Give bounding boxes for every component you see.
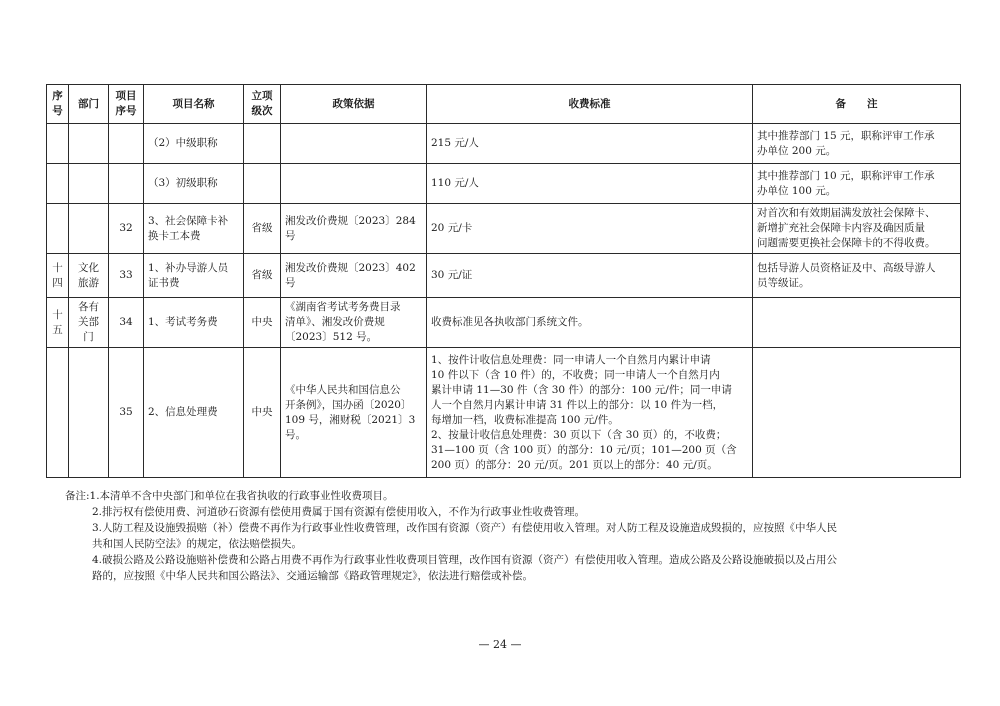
cell-dept — [69, 348, 109, 478]
header-level: 立项 级次 — [244, 85, 281, 124]
cell-dept: 文化 旅游 — [69, 254, 109, 298]
cell-item-seq: 34 — [109, 298, 144, 348]
cell-seq: 十 五 — [47, 298, 69, 348]
cell-policy — [281, 164, 427, 204]
notes-section — [65, 488, 955, 584]
fee-table — [46, 84, 961, 478]
header-standard: 收费标准 — [427, 85, 753, 124]
cell-standard: 1、按件计收信息处理费：同一申请人一个自然月内累计申请 10 件以下（含 10 件）的，不收费；同一申请人一个自然月内 累计申请 11—30 件（含 30 件）的部分：100 元/件；同一申请 人一个自然月内累计申请 31 件以上的部分：以 10 件为一档， 每增加一档，收费标准提高 100 元/件。 2、按量计收信息处理费：30 页以下（含 30 页）的，不收费； 31—100 页（含 100 页）的部分：10 元/页；101—200 页（含 200 页）的部分：20 元/页。201 页以上的部分：40 元/页。 — [427, 348, 753, 478]
cell-item-seq: 32 — [109, 204, 144, 254]
cell-item-name: 3、社会保障卡补 换卡工本费 — [144, 204, 244, 254]
cell-policy — [281, 124, 427, 164]
header-dept: 部门 — [69, 85, 109, 124]
cell-dept — [69, 124, 109, 164]
table-row — [47, 254, 961, 298]
cell-item-name: （3）初级职称 — [144, 164, 244, 204]
cell-seq — [47, 124, 69, 164]
cell-dept — [69, 204, 109, 254]
note-3: 3.人防工程及设施毁损赔（补）偿费不再作为行政事业性收费管理，改作国有资源（资产）有偿使用收入管理。对人防工程及设施造成毁损的，应按照《中华人民 共和国人民防空法》的规定，依法赔偿损失。 — [92, 522, 838, 550]
cell-item-seq: 33 — [109, 254, 144, 298]
note-1: 备注:1.本清单不含中央部门和单位在我省执收的行政事业性收费项目。 — [65, 490, 394, 502]
cell-item-seq: 35 — [109, 348, 144, 478]
cell-level — [244, 124, 281, 164]
cell-remark — [753, 298, 961, 348]
cell-item-seq — [109, 164, 144, 204]
cell-seq — [47, 164, 69, 204]
cell-level: 省级 — [244, 204, 281, 254]
table-row — [47, 348, 961, 478]
header-item-seq: 项目 序号 — [109, 85, 144, 124]
cell-remark: 包括导游人员资格证及中、高级导游人 员等级证。 — [753, 254, 961, 298]
cell-level: 中央 — [244, 348, 281, 478]
table-header-row — [47, 85, 961, 124]
note-2: 2.排污权有偿使用费、河道砂石资源有偿使用费属于国有资源有偿使用收入，不作为行政事业性收费管理。 — [92, 506, 586, 518]
cell-policy: 湘发改价费规〔2023〕402 号 — [281, 254, 427, 298]
header-seq: 序 号 — [47, 85, 69, 124]
cell-seq: 十 四 — [47, 254, 69, 298]
cell-standard: 收费标准见各执收部门系统文件。 — [427, 298, 753, 348]
cell-policy: 《中华人民共和国信息公 开条例》，国办函〔2020〕 109 号，湘财税〔2021〕3 号。 — [281, 348, 427, 478]
cell-item-name: 1、考试考务费 — [144, 298, 244, 348]
cell-item-seq — [109, 124, 144, 164]
cell-dept: 各有 关部 门 — [69, 298, 109, 348]
cell-policy: 《湖南省考试考务费目录 清单》、湘发改价费规 〔2023〕512 号。 — [281, 298, 427, 348]
cell-seq — [47, 348, 69, 478]
cell-dept — [69, 164, 109, 204]
cell-item-name: 2、信息处理费 — [144, 348, 244, 478]
header-policy: 政策依据 — [281, 85, 427, 124]
table-row — [47, 204, 961, 254]
cell-remark — [753, 348, 961, 478]
cell-policy: 湘发改价费规〔2023〕284 号 — [281, 204, 427, 254]
cell-item-name: 1、补办导游人员 证书费 — [144, 254, 244, 298]
cell-standard: 30 元/证 — [427, 254, 753, 298]
cell-item-name: （2）中级职称 — [144, 124, 244, 164]
cell-remark: 对首次和有效期届满发放社会保障卡、 新增扩充社会保障卡内容及确因质量 问题需要更换社会保障卡的不得收费。 — [753, 204, 961, 254]
cell-level: 中央 — [244, 298, 281, 348]
cell-seq — [47, 204, 69, 254]
note-4: 4.破损公路及公路设施赔补偿费和公路占用费不再作为行政事业性收费项目管理，改作国有资源（资产）有偿使用收入管理。造成公路及公路设施破损以及占用公 路的，应按照《中华人民共和国公路法》、交通运输部《路政管理规定》，依法进行赔偿或补偿。 — [92, 554, 838, 582]
table-row — [47, 298, 961, 348]
page-number: — 24 — — [478, 638, 522, 651]
cell-remark: 其中推荐部门 15 元，职称评审工作承 办单位 200 元。 — [753, 124, 961, 164]
cell-standard: 20 元/卡 — [427, 204, 753, 254]
table-row — [47, 164, 961, 204]
cell-level — [244, 164, 281, 204]
header-item-name: 项目名称 — [144, 85, 244, 124]
table-row — [47, 124, 961, 164]
cell-standard: 215 元/人 — [427, 124, 753, 164]
cell-standard: 110 元/人 — [427, 164, 753, 204]
cell-remark: 其中推荐部门 10 元，职称评审工作承 办单位 100 元。 — [753, 164, 961, 204]
cell-level: 省级 — [244, 254, 281, 298]
header-remark: 备 注 — [753, 85, 961, 124]
